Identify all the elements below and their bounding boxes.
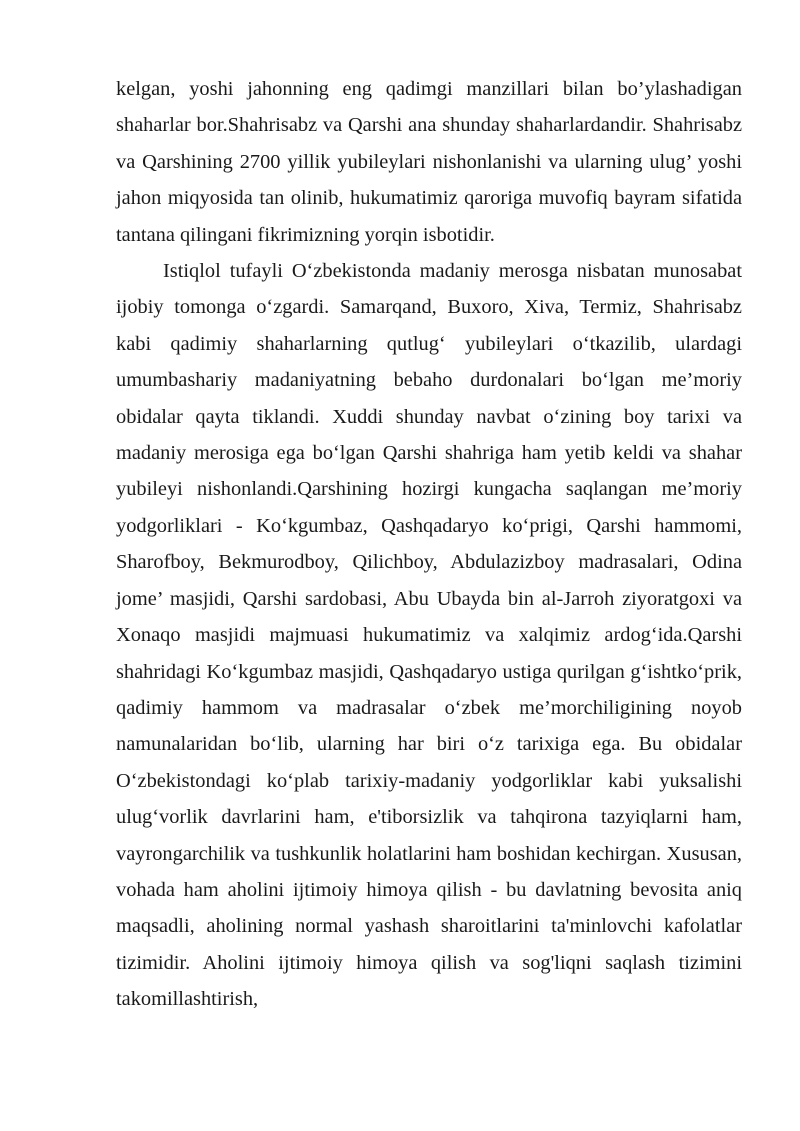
paragraph-1: kelgan, yoshi jahonning eng qadimgi manzillari bilan bo’ylashadigan shaharlar bor.Shahrisabz va Qarshi ana shunday shaharlardandir. Shahrisabz va Qarshining 2700 yillik yubileylari nishonlanishi va ularning ulug’ yoshi jahon miqyosida tan olinib, hukumatimiz qaroriga muvofiq bayram sifatida tantana qilingani fikrimizning yorqin isbotidir. bbox=[116, 78, 742, 246]
document-body bbox=[116, 71, 742, 1018]
paragraph-2: Istiqlol tufayli O‘zbekistonda madaniy merosga nisbatan munosabat ijobiy tomonga o‘zgardi. Samarqand, Buxoro, Xiva, Termiz, Shahrisabz kabi qadimiy shaharlarning qutlug‘ yubileylari o‘tkazilib, ulardagi umumbashariy madaniyatning bebaho durdonalari bo‘lgan me’moriy obidalar qayta tiklandi. Xuddi shunday navbat o‘zining boy tarixi va madaniy merosiga ega bo‘lgan Qarshi shahriga ham yetib keldi va shahar yubileyi nishonlandi.Qarshining hozirgi kungacha saqlangan me’moriy yodgorliklari - Ko‘kgumbaz, Qashqadaryo ko‘prigi, Qarshi hammomi, Sharofboy, Bekmurodboy, Qilichboy, Abdulazizboy madrasalari, Odina jome’ masjidi, Qarshi sardobasi, Abu Ubayda bin al-Jarroh ziyoratgoxi va Xonaqo masjidi majmuasi hukumatimiz va xalqimiz ardog‘ida.Qarshi shahridagi Ko‘kgumbaz masjidi, Qashqadaryo ustiga qurilgan g‘ishtko‘prik, qadimiy hammom va madrasalar o‘zbek me’morchiligining noyob namunalaridan bo‘lib, ularning har biri o‘z tarixiga ega. Bu obidalar O‘zbekistondagi ko‘plab tarixiy-madaniy yodgorliklar kabi yuksalishi ulug‘vorlik davrlarini ham, e'tiborsizlik va tahqirona tazyiqlarni ham, vayrongarchilik va tushkunlik holatlarini ham boshidan kechirgan. Xususan, vohada ham aholini ijtimoiy himoya qilish - bu davlatning bevosita aniq maqsadli, aholining normal yashash sharoitlarini ta'minlovchi kafolatlar tizimidir. Aholini ijtimoiy himoya qilish va sog'liqni saqlash tizimini takomillashtirish, bbox=[116, 260, 742, 1011]
